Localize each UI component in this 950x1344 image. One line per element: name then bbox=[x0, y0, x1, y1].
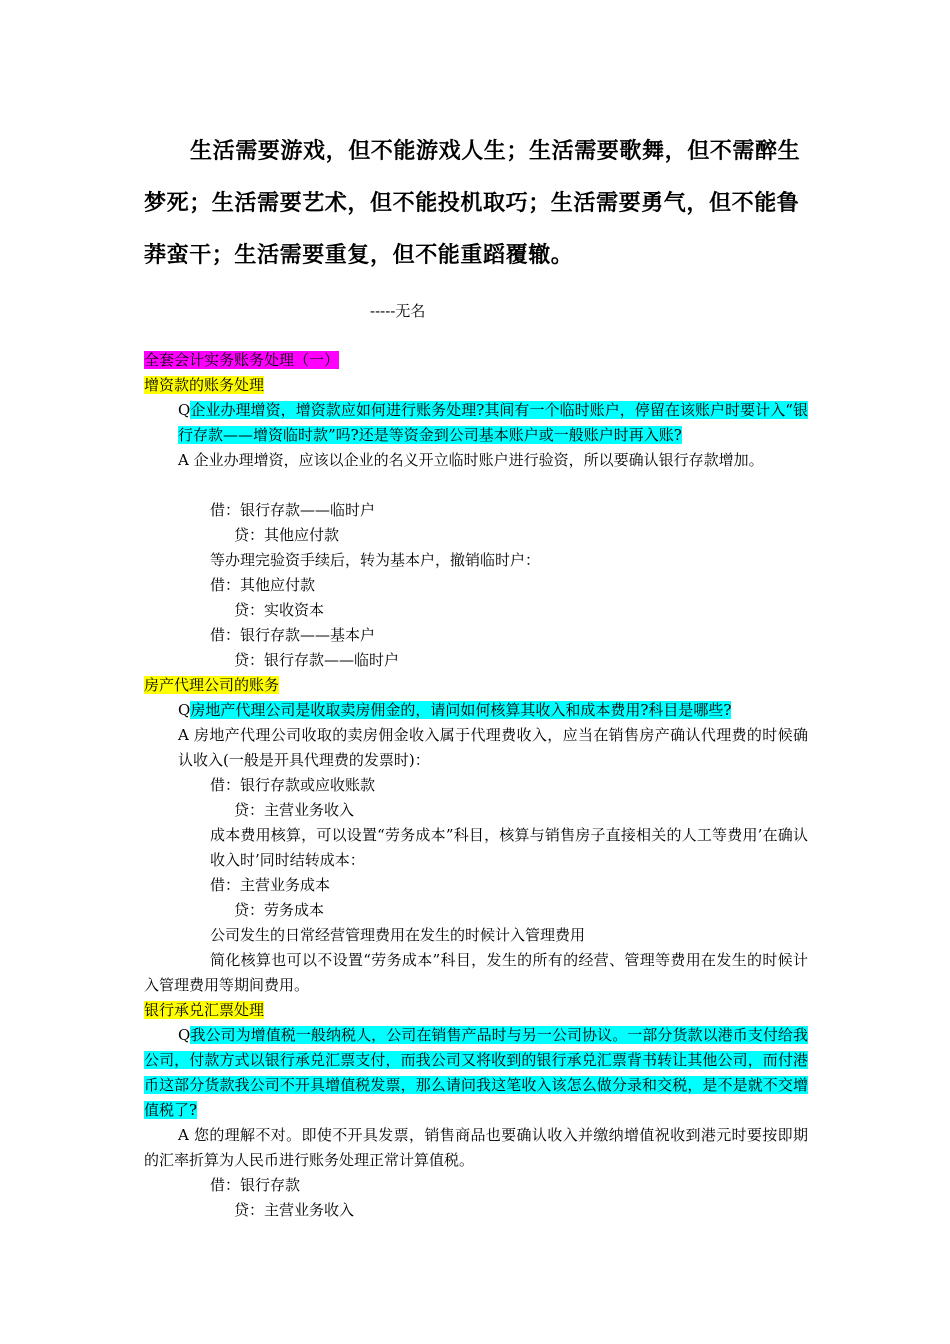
entry-note: 简化核算也可以不设置“劳务成本”科目，发生的所有的经营、管理等费用在发生的时候计入管理费用等期间费用。 bbox=[144, 951, 808, 994]
entry-note-text: 成本费用核算，可以设置“劳务成本”科目，核算与销售房子直接相关的人工等费用’在确认收入时’同时结转成本： bbox=[210, 826, 808, 869]
document-title: 全套会计实务账务处理（一） bbox=[144, 351, 340, 369]
entry-note: 公司发生的日常经营管理费用在发生的时候计入管理费用 bbox=[210, 926, 586, 944]
section-heading-bank-acceptance: 银行承兑汇票处理 bbox=[144, 1001, 265, 1019]
journal-entry: 贷：银行存款——临时户 bbox=[234, 651, 400, 669]
journal-entry: 贷：主营业务收入 bbox=[234, 1201, 355, 1219]
question-paragraph bbox=[144, 398, 808, 448]
document-body bbox=[144, 348, 808, 1223]
question-paragraph bbox=[144, 1023, 808, 1123]
journal-entry: 借：银行存款——基本户 bbox=[210, 626, 376, 644]
question-text: 房地产代理公司是收取卖房佣金的，请问如何核算其收入和成本费用?科目是哪些? bbox=[190, 701, 732, 719]
section-heading-capital-increase: 增资款的账务处理 bbox=[144, 376, 265, 394]
question-marker: Q bbox=[178, 701, 191, 719]
journal-entry: 贷：实收资本 bbox=[234, 601, 325, 619]
question-text: 企业办理增资，增资款应如何进行账务处理?其间有一个临时账户，停留在该账户时要计入“银行存款——增资临时款”吗?还是等资金到公司基本账户或一般账户时再入账? bbox=[178, 401, 808, 444]
journal-entry: 借：主营业务成本 bbox=[210, 876, 331, 894]
journal-entry: 贷：其他应付款 bbox=[234, 526, 340, 544]
journal-entry: 借：银行存款或应收账款 bbox=[210, 776, 376, 794]
quote-text: 生活需要游戏，但不能游戏人生；生活需要歌舞，但不需醉生梦死；生活需要艺术，但不能投机取巧；生活需要勇气，但不能鲁莽蛮干；生活需要重复，但不能重蹈覆辙。 bbox=[144, 139, 801, 268]
quote-author: -----无名 bbox=[370, 302, 426, 320]
question-marker: Q bbox=[178, 1026, 191, 1044]
answer-paragraph: A 您的理解不对。即使不开具发票，销售商品也要确认收入并缴纳增值祝收到港元时要按即期的汇率折算为人民币进行账务处理正常计算值税。 bbox=[144, 1126, 808, 1169]
question-paragraph bbox=[144, 698, 808, 723]
journal-entry: 贷：主营业务收入 bbox=[234, 801, 355, 819]
question-marker: Q bbox=[178, 401, 191, 419]
journal-entry: 借：银行存款 bbox=[210, 1176, 301, 1194]
answer-paragraph: A 企业办理增资，应该以企业的名义开立临时账户进行验资，所以要确认银行存款增加。 bbox=[178, 451, 764, 469]
answer-paragraph: A 房地产代理公司收取的卖房佣金收入属于代理费收入，应当在销售房产确认代理费的时候确认收入(一般是开具代理费的发票时)： bbox=[178, 726, 808, 769]
entry-note: 等办理完验资手续后，转为基本户，撤销临时户： bbox=[210, 551, 541, 569]
journal-entry: 借：其他应付款 bbox=[210, 576, 316, 594]
journal-entry: 贷：劳务成本 bbox=[234, 901, 325, 919]
entry-note bbox=[144, 823, 808, 873]
journal-entry: 借：银行存款——临时户 bbox=[210, 501, 376, 519]
question-text: 我公司为增值税一般纳税人，公司在销售产品时与另一公司协议。一部分货款以港币支付给我公司，付款方式以银行承兑汇票支付，而我公司又将收到的银行承兑汇票背书转让其他公司，而付港币这部分货款我公司不开具增值税发票，那么请问我这笔收入该怎么做分录和交税，是不是就不交增值税了? bbox=[144, 1026, 808, 1119]
quote-paragraph bbox=[144, 126, 804, 282]
section-heading-real-estate-agency: 房产代理公司的账务 bbox=[144, 676, 280, 694]
